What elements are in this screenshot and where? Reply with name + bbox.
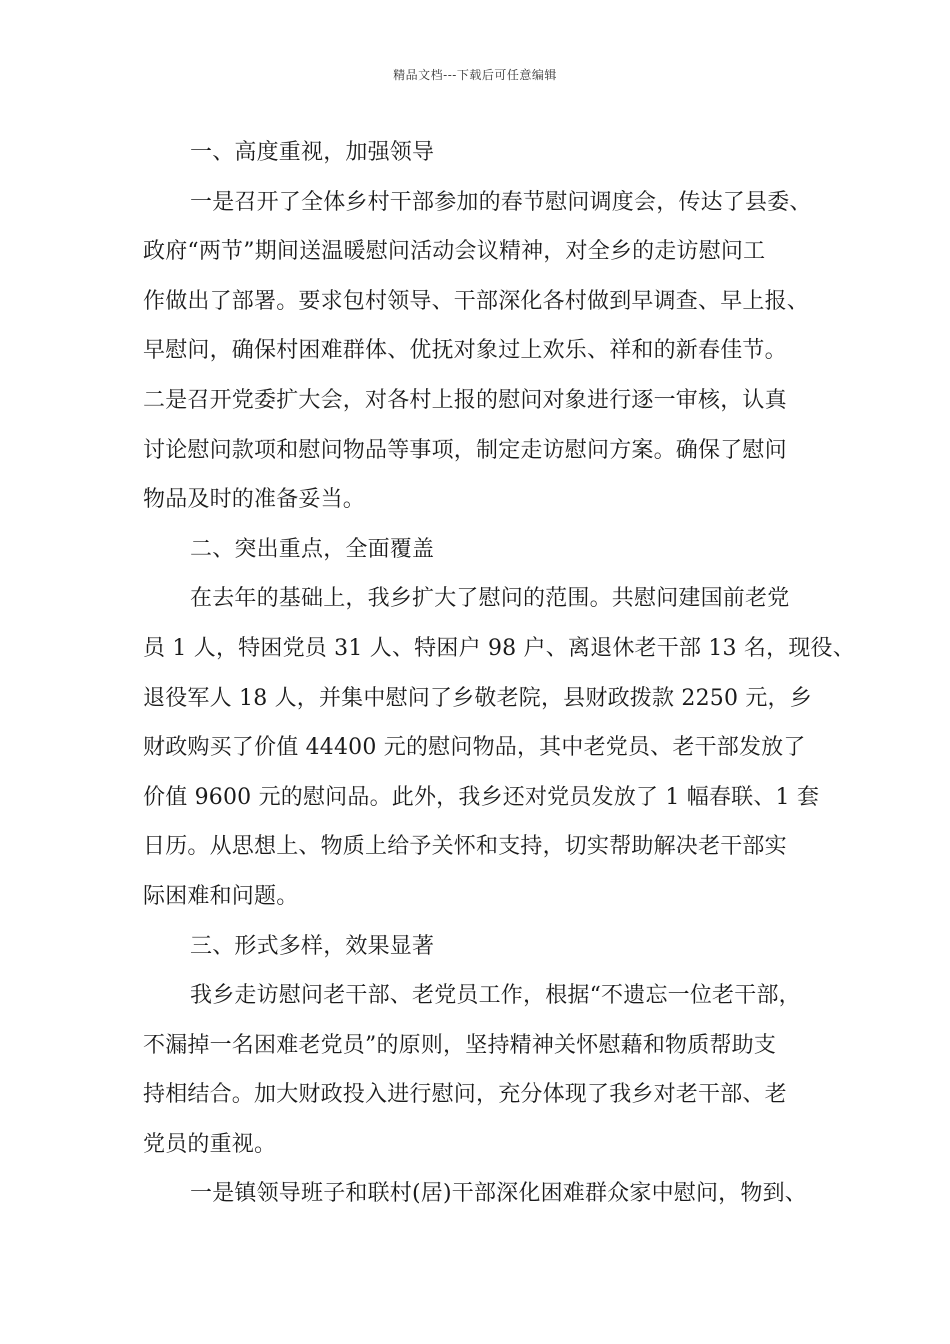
paragraph-line: 一是召开了全体乡村干部参加的春节慰问调度会，传达了县委、 <box>190 189 812 215</box>
paragraph-line: 一是镇领导班子和联村(居)干部深化困难群众家中慰问，物到、 <box>190 1181 807 1207</box>
section-heading-3: 三、形式多样，效果显著 <box>190 933 435 959</box>
paragraph-line: 不漏掉一名困难老党员”的原则，坚持精神关怀慰藉和物质帮助支 <box>143 1032 777 1058</box>
paragraph-line: 价值 9600 元的慰问品。此外，我乡还对党员发放了 1 幅春联、1 套 <box>143 784 820 810</box>
paragraph-line: 党员的重视。 <box>143 1131 277 1157</box>
paragraph-line: 持相结合。加大财政投入进行慰问，充分体现了我乡对老干部、老 <box>143 1082 787 1108</box>
section-heading-2: 二、突出重点，全面覆盖 <box>190 536 435 562</box>
paragraph-line: 在去年的基础上，我乡扩大了慰问的范围。共慰问建国前老党 <box>190 586 790 612</box>
paragraph-line: 际困难和问题。 <box>143 883 299 909</box>
section-heading-1: 一、高度重视，加强领导 <box>190 140 435 165</box>
paragraph-line: 我乡走访慰问老干部、老党员工作，根据“不遗忘一位老干部， <box>190 983 801 1009</box>
header-note: 精品文档---下载后可任意编辑 <box>393 68 557 82</box>
document-body <box>143 128 855 1219</box>
paragraph-line: 二是召开党委扩大会，对各村上报的慰问对象进行逐一审核，认真 <box>143 387 787 413</box>
paragraph-line: 作做出了部署。要求包村领导、干部深化各村做到早调查、早上报、 <box>143 288 810 314</box>
paragraph-line: 讨论慰问款项和慰问物品等事项，制定走访慰问方案。确保了慰问 <box>143 437 787 463</box>
paragraph-line: 员 1 人，特困党员 31 人、特困户 98 户、离退休老干部 13 名，现役、 <box>143 635 855 661</box>
paragraph-line: 政府“两节”期间送温暖慰问活动会议精神，对全乡的走访慰问工 <box>143 239 766 265</box>
paragraph-line: 财政购买了价值 44400 元的慰问物品，其中老党员、老干部发放了 <box>143 735 806 761</box>
paragraph-line: 早慰问，确保村困难群体、优抚对象过上欢乐、祥和的新春佳节。 <box>143 338 787 364</box>
paragraph-line: 日历。从思想上、物质上给予关怀和支持，切实帮助解决老干部实 <box>143 834 787 860</box>
paragraph-line: 物品及时的准备妥当。 <box>143 487 366 513</box>
paragraph-line: 退役军人 18 人，并集中慰问了乡敬老院，县财政拨款 2250 元，乡 <box>143 685 812 711</box>
